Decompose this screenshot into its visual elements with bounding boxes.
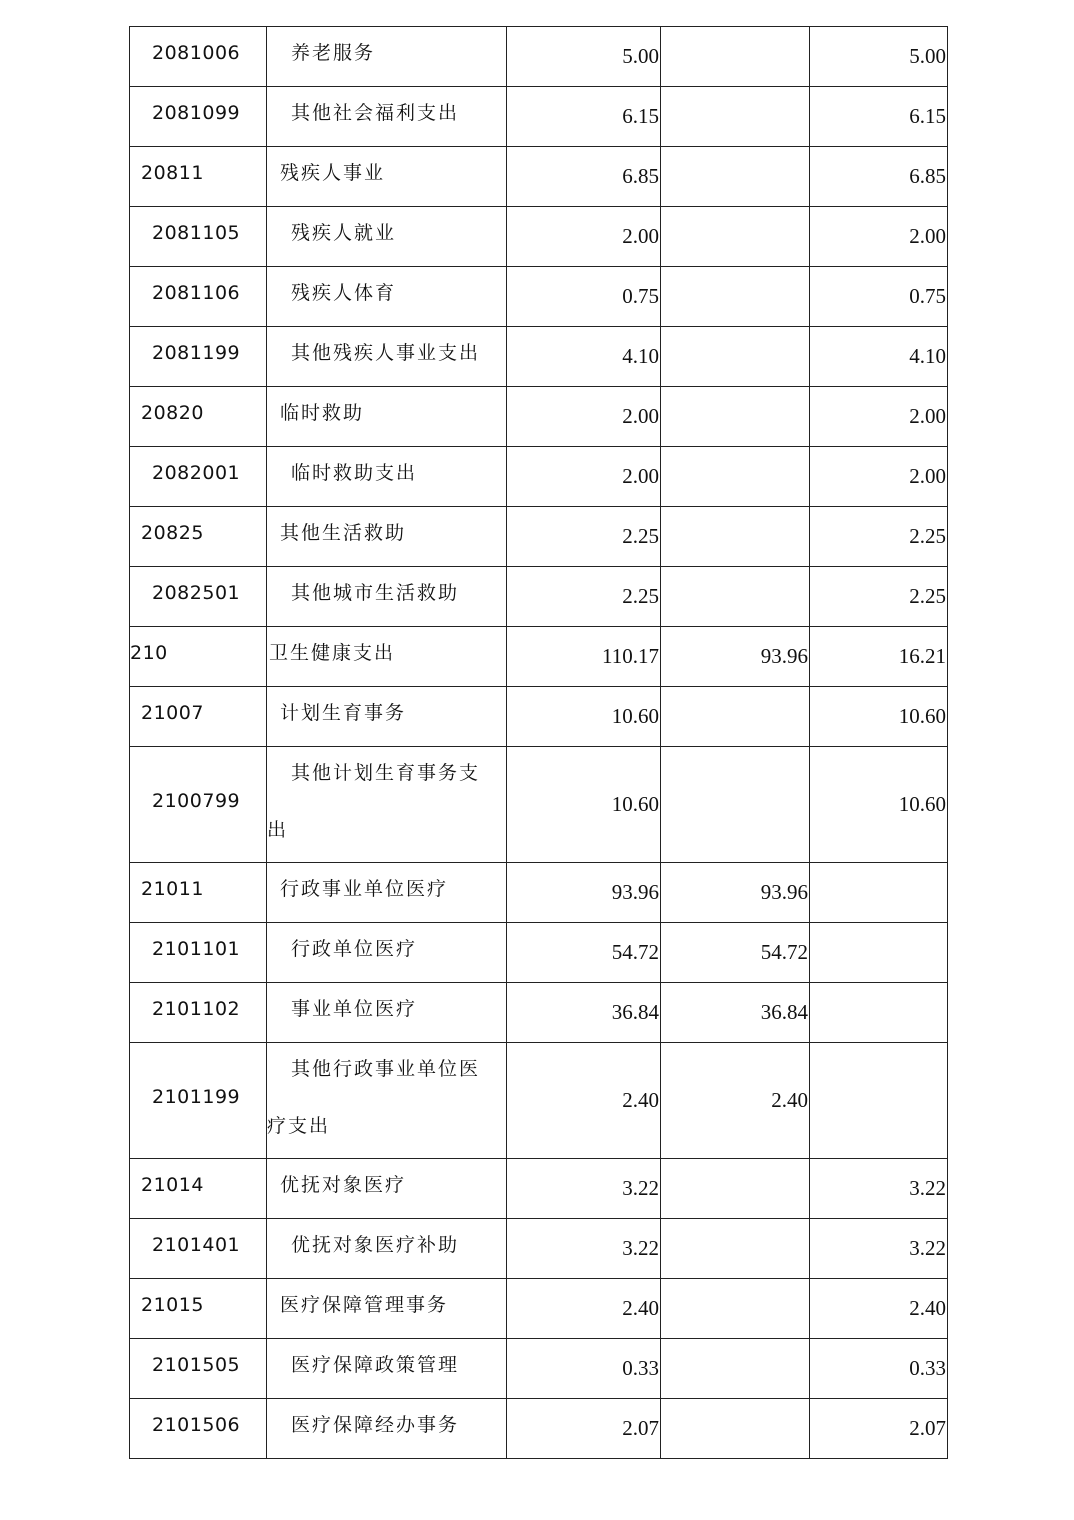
name-cell: 其他残疾人事业支出 <box>267 327 507 387</box>
project-cell: 10.60 <box>810 687 948 747</box>
table-row <box>130 863 948 923</box>
project-cell: 2.40 <box>810 1279 948 1339</box>
basic-cell <box>661 87 810 147</box>
total-cell: 2.00 <box>507 447 661 507</box>
project-cell <box>810 983 948 1043</box>
total-cell: 2.07 <box>507 1399 661 1459</box>
code-cell: 2081199 <box>130 327 267 387</box>
code-cell: 2082501 <box>130 567 267 627</box>
code-cell: 2081006 <box>130 27 267 87</box>
basic-cell <box>661 1279 810 1339</box>
table-row <box>130 327 948 387</box>
basic-cell <box>661 507 810 567</box>
basic-cell <box>661 207 810 267</box>
project-cell: 2.25 <box>810 507 948 567</box>
name-cell: 其他计划生育事务支出 <box>267 747 507 863</box>
basic-cell <box>661 327 810 387</box>
code-cell: 21011 <box>130 863 267 923</box>
name-cell: 临时救助支出 <box>267 447 507 507</box>
total-cell: 4.10 <box>507 327 661 387</box>
code-cell: 20811 <box>130 147 267 207</box>
name-cell: 医疗保障经办事务 <box>267 1399 507 1459</box>
name-cell: 事业单位医疗 <box>267 983 507 1043</box>
table-row <box>130 507 948 567</box>
project-cell <box>810 863 948 923</box>
name-cell: 其他生活救助 <box>267 507 507 567</box>
total-cell: 2.25 <box>507 567 661 627</box>
code-cell: 21014 <box>130 1159 267 1219</box>
code-cell: 2101401 <box>130 1219 267 1279</box>
budget-table-body <box>130 27 948 1459</box>
project-cell: 2.25 <box>810 567 948 627</box>
total-cell: 10.60 <box>507 747 661 863</box>
total-cell: 0.75 <box>507 267 661 327</box>
code-cell: 2081105 <box>130 207 267 267</box>
project-cell: 6.85 <box>810 147 948 207</box>
project-cell: 16.21 <box>810 627 948 687</box>
code-cell: 21015 <box>130 1279 267 1339</box>
code-cell: 2100799 <box>130 747 267 863</box>
project-cell: 2.07 <box>810 1399 948 1459</box>
name-cell: 其他社会福利支出 <box>267 87 507 147</box>
table-row <box>130 1339 948 1399</box>
project-cell: 4.10 <box>810 327 948 387</box>
name-cell: 计划生育事务 <box>267 687 507 747</box>
basic-cell: 54.72 <box>661 923 810 983</box>
total-cell: 0.33 <box>507 1339 661 1399</box>
table-row <box>130 1219 948 1279</box>
basic-cell: 93.96 <box>661 627 810 687</box>
total-cell: 6.85 <box>507 147 661 207</box>
project-cell: 2.00 <box>810 387 948 447</box>
name-cell: 临时救助 <box>267 387 507 447</box>
basic-cell <box>661 1219 810 1279</box>
total-cell: 54.72 <box>507 923 661 983</box>
project-cell <box>810 1043 948 1159</box>
project-cell: 3.22 <box>810 1159 948 1219</box>
basic-cell <box>661 267 810 327</box>
table-row <box>130 267 948 327</box>
total-cell: 3.22 <box>507 1159 661 1219</box>
name-cell: 医疗保障管理事务 <box>267 1279 507 1339</box>
total-cell: 2.00 <box>507 387 661 447</box>
table-row <box>130 923 948 983</box>
basic-cell <box>661 567 810 627</box>
code-cell: 2101102 <box>130 983 267 1043</box>
code-cell: 20820 <box>130 387 267 447</box>
name-cell: 残疾人事业 <box>267 147 507 207</box>
table-row <box>130 1279 948 1339</box>
code-cell: 2081099 <box>130 87 267 147</box>
basic-cell: 36.84 <box>661 983 810 1043</box>
basic-cell <box>661 1159 810 1219</box>
basic-cell <box>661 1339 810 1399</box>
name-cell: 优抚对象医疗 <box>267 1159 507 1219</box>
project-cell: 6.15 <box>810 87 948 147</box>
table-row <box>130 87 948 147</box>
project-cell: 0.75 <box>810 267 948 327</box>
total-cell: 2.25 <box>507 507 661 567</box>
table-row <box>130 447 948 507</box>
code-cell: 20825 <box>130 507 267 567</box>
table-row <box>130 627 948 687</box>
table-row <box>130 1043 948 1159</box>
basic-cell <box>661 147 810 207</box>
project-cell: 10.60 <box>810 747 948 863</box>
total-cell: 93.96 <box>507 863 661 923</box>
project-cell: 2.00 <box>810 447 948 507</box>
total-cell: 3.22 <box>507 1219 661 1279</box>
table-row <box>130 687 948 747</box>
basic-cell <box>661 1399 810 1459</box>
table-row <box>130 747 948 863</box>
basic-cell <box>661 447 810 507</box>
total-cell: 5.00 <box>507 27 661 87</box>
basic-cell <box>661 687 810 747</box>
basic-cell <box>661 387 810 447</box>
project-cell: 5.00 <box>810 27 948 87</box>
total-cell: 110.17 <box>507 627 661 687</box>
project-cell: 2.00 <box>810 207 948 267</box>
name-cell: 残疾人就业 <box>267 207 507 267</box>
table-row <box>130 1399 948 1459</box>
basic-cell: 2.40 <box>661 1043 810 1159</box>
code-cell: 2082001 <box>130 447 267 507</box>
code-cell: 2081106 <box>130 267 267 327</box>
project-cell: 0.33 <box>810 1339 948 1399</box>
project-cell: 3.22 <box>810 1219 948 1279</box>
basic-cell <box>661 747 810 863</box>
name-cell: 行政单位医疗 <box>267 923 507 983</box>
table-row <box>130 387 948 447</box>
basic-cell: 93.96 <box>661 863 810 923</box>
name-cell: 卫生健康支出 <box>267 627 507 687</box>
code-cell: 2101506 <box>130 1399 267 1459</box>
name-cell: 行政事业单位医疗 <box>267 863 507 923</box>
code-cell: 2101101 <box>130 923 267 983</box>
name-cell: 优抚对象医疗补助 <box>267 1219 507 1279</box>
code-cell: 21007 <box>130 687 267 747</box>
total-cell: 2.00 <box>507 207 661 267</box>
table-row <box>130 27 948 87</box>
total-cell: 2.40 <box>507 1043 661 1159</box>
code-cell: 2101199 <box>130 1043 267 1159</box>
total-cell: 36.84 <box>507 983 661 1043</box>
table-row <box>130 983 948 1043</box>
project-cell <box>810 923 948 983</box>
table-row <box>130 207 948 267</box>
code-cell: 2101505 <box>130 1339 267 1399</box>
code-cell: 210 <box>130 627 267 687</box>
budget-table <box>129 26 948 1459</box>
name-cell: 其他行政事业单位医疗支出 <box>267 1043 507 1159</box>
table-row <box>130 147 948 207</box>
table-row <box>130 1159 948 1219</box>
table-row <box>130 567 948 627</box>
name-cell: 医疗保障政策管理 <box>267 1339 507 1399</box>
name-cell: 残疾人体育 <box>267 267 507 327</box>
total-cell: 6.15 <box>507 87 661 147</box>
name-cell: 养老服务 <box>267 27 507 87</box>
basic-cell <box>661 27 810 87</box>
total-cell: 10.60 <box>507 687 661 747</box>
name-cell: 其他城市生活救助 <box>267 567 507 627</box>
total-cell: 2.40 <box>507 1279 661 1339</box>
